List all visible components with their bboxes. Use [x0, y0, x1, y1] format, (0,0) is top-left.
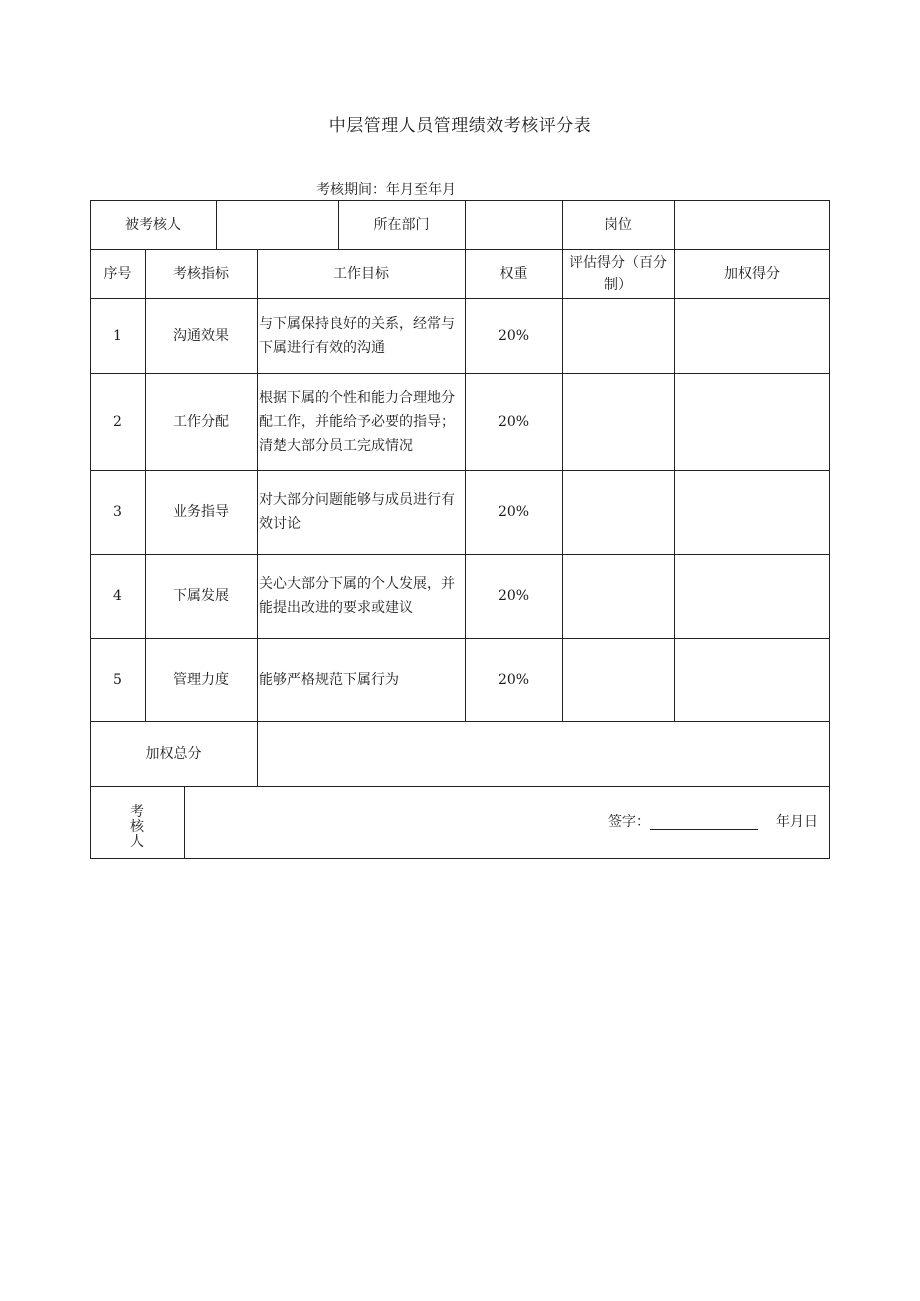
- row-indicator: 业务指导: [173, 504, 229, 520]
- position-field[interactable]: [674, 200, 830, 249]
- row-score-field[interactable]: [562, 298, 674, 373]
- row-weight: 20%: [497, 327, 530, 344]
- row-seq: 2: [113, 413, 122, 430]
- row-goal: 对大部分问题能够与成员进行有效讨论: [259, 492, 455, 532]
- header-score: 评估得分（百分制）: [569, 254, 667, 293]
- examiner-label: [90, 786, 184, 859]
- row-seq: 4: [113, 588, 122, 604]
- row-weight: 20%: [497, 671, 530, 688]
- header-seq: 序号: [103, 265, 132, 282]
- examinee-field[interactable]: [216, 200, 338, 249]
- row-score-field[interactable]: [562, 470, 674, 554]
- row-score-field[interactable]: [562, 638, 674, 721]
- row-indicator: 工作分配: [173, 413, 229, 430]
- row-indicator: 管理力度: [173, 671, 229, 688]
- evaluation-table: [90, 200, 830, 859]
- row-indicator: 下属发展: [173, 588, 229, 604]
- row-weighted-field[interactable]: [674, 554, 830, 638]
- signature-label: 签字：: [608, 814, 650, 830]
- row-weighted-field[interactable]: [674, 470, 830, 554]
- weighted-total-field[interactable]: [257, 721, 830, 786]
- row-weight: 20%: [497, 413, 530, 430]
- row-score-field[interactable]: [562, 554, 674, 638]
- row-goal: 能够严格规范下属行为: [259, 671, 399, 688]
- row-score-field[interactable]: [562, 373, 674, 470]
- position-label: 岗位: [604, 216, 632, 233]
- signature-area: [184, 786, 830, 858]
- row-goal: 关心大部分下属的个人发展，并能提出改进的要求或建议: [259, 576, 455, 616]
- row-weight: 20%: [497, 588, 530, 604]
- header-weighted-score: 加权得分: [724, 265, 780, 282]
- row-goal: 与下属保持良好的关系，经常与下属进行有效的沟通: [259, 315, 455, 356]
- department-label: 所在部门: [373, 216, 430, 233]
- row-weight: 20%: [497, 504, 530, 520]
- header-weight: 权重: [499, 265, 528, 282]
- row-seq: 5: [113, 671, 122, 688]
- row-weighted-field[interactable]: [674, 638, 830, 721]
- signature-date-label: 年月日: [776, 814, 818, 830]
- header-indicator: 考核指标: [173, 265, 229, 282]
- weighted-total-label: 加权总分: [145, 745, 202, 762]
- row-goal: 根据下属的个性和能力合理地分配工作，并能给予必要的指导；清楚大部分员工完成情况: [259, 389, 455, 454]
- header-goal: 工作目标: [333, 265, 389, 282]
- examiner-char: 核: [130, 819, 144, 835]
- row-seq: 1: [113, 327, 122, 344]
- row-seq: 3: [113, 504, 122, 520]
- examiner-char: 考: [130, 804, 144, 820]
- signature-line[interactable]: [650, 829, 758, 830]
- row-weighted-field[interactable]: [674, 298, 830, 373]
- row-weighted-field[interactable]: [674, 373, 830, 470]
- department-field[interactable]: [465, 200, 562, 249]
- examiner-char: 人: [130, 834, 144, 850]
- assessment-period: 考核期间：年月至年月: [316, 182, 456, 198]
- row-indicator: 沟通效果: [173, 327, 229, 344]
- page-title: 中层管理人员管理绩效考核评分表: [328, 116, 592, 136]
- examinee-label: 被考核人: [125, 216, 181, 233]
